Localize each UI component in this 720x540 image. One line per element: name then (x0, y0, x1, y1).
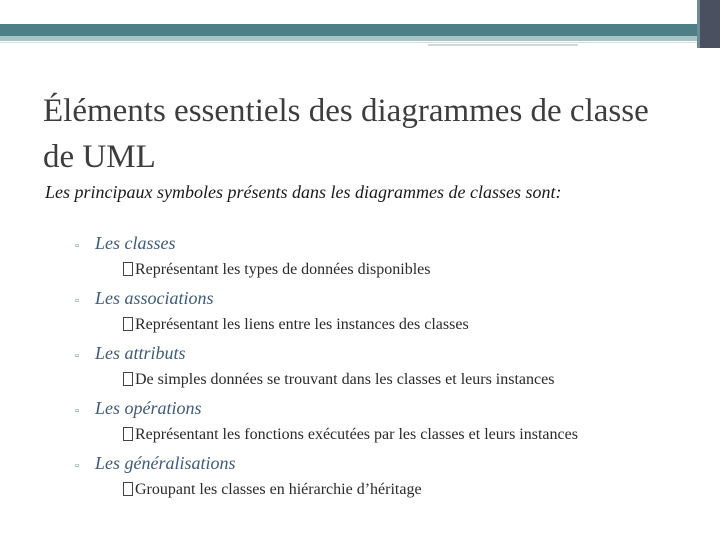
item-heading: Les attributs (95, 343, 186, 363)
list-item-head (75, 230, 695, 259)
list-item-head (75, 285, 695, 314)
square-bullet-icon: ▫ (75, 295, 79, 307)
list-item-head (75, 395, 695, 424)
item-description: Représentant les liens entre les instances des classes (135, 316, 469, 333)
item-heading: Les classes (95, 233, 176, 253)
list-item-desc (123, 369, 663, 391)
item-description: Représentant les fonctions exécutées par les classes et leurs instances (135, 426, 578, 443)
missing-glyph-icon (123, 482, 133, 496)
teal-band (0, 24, 720, 36)
corner-band (640, 0, 700, 24)
divider-line (0, 42, 720, 43)
list-item-head (75, 450, 695, 479)
list-item-desc (123, 424, 663, 446)
square-bullet-icon: ▫ (75, 240, 79, 252)
top-band (0, 0, 720, 24)
item-description: Groupant les classes en hiérarchie d’héritage (135, 481, 422, 498)
square-bullet-icon: ▫ (75, 460, 79, 472)
square-bullet-icon: ▫ (75, 350, 79, 362)
missing-glyph-icon (123, 317, 133, 331)
item-description: De simples données se trouvant dans les classes et leurs instances (135, 371, 555, 388)
missing-glyph-icon (123, 427, 133, 441)
corner-edge (697, 0, 700, 48)
missing-glyph-icon (123, 372, 133, 386)
light-teal-band (0, 36, 720, 41)
list-item-desc (123, 259, 663, 281)
square-bullet-icon: ▫ (75, 405, 79, 417)
list-item-desc (123, 314, 663, 336)
list-item-desc (123, 479, 663, 501)
item-description: Représentant les types de données disponibles (135, 261, 431, 278)
bullet-list (75, 230, 695, 505)
item-heading: Les associations (95, 288, 214, 308)
slide-title: Éléments essentiels des diagrammes de classe de UML (43, 93, 649, 175)
missing-glyph-icon (123, 262, 133, 276)
accent-line (428, 44, 578, 46)
item-heading: Les généralisations (95, 453, 236, 473)
slide-intro: Les principaux symboles présents dans les diagrammes de classes sont: (45, 182, 562, 202)
item-heading: Les opérations (95, 398, 202, 418)
list-item-head (75, 340, 695, 369)
corner-block (700, 0, 720, 48)
